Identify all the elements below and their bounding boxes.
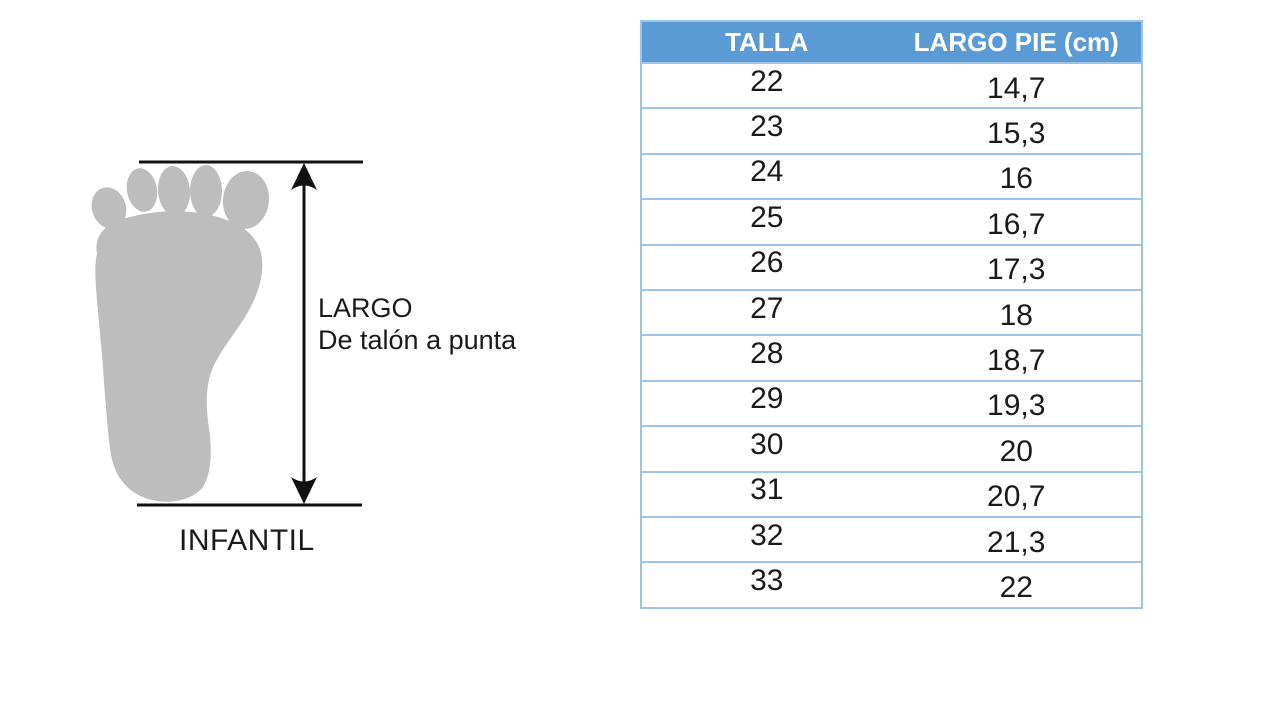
talla-value: 29 xyxy=(750,382,784,416)
talla-value: 31 xyxy=(750,473,784,507)
talla-value: 24 xyxy=(750,155,784,189)
header-largo-pie: LARGO PIE (cm) xyxy=(913,26,1119,57)
measure-label-line2: De talón a punta xyxy=(318,325,517,355)
talla-value: 28 xyxy=(750,337,784,371)
largo-pie-value: 21,3 xyxy=(987,525,1046,559)
talla-value: 23 xyxy=(750,110,784,144)
table-row xyxy=(642,289,1141,334)
table-row xyxy=(642,153,1141,198)
foot-silhouette-icon xyxy=(86,165,272,502)
talla-value: 22 xyxy=(750,64,784,98)
largo-pie-value: 14,7 xyxy=(987,71,1046,105)
table-row xyxy=(642,107,1141,152)
table-row xyxy=(642,425,1141,470)
size-table xyxy=(640,20,1143,609)
table-row xyxy=(642,198,1141,243)
talla-value: 27 xyxy=(750,291,784,325)
largo-pie-value: 16,7 xyxy=(987,207,1046,241)
length-arrow-icon xyxy=(291,163,317,504)
talla-value: 33 xyxy=(750,563,784,597)
talla-value: 32 xyxy=(750,518,784,552)
largo-pie-value: 20 xyxy=(999,434,1033,468)
largo-pie-value: 20,7 xyxy=(987,480,1046,514)
talla-value: 30 xyxy=(750,427,784,461)
middle-toe-icon xyxy=(156,165,192,218)
largo-pie-value: 19,3 xyxy=(987,389,1046,423)
table-row xyxy=(642,244,1141,289)
measure-label-line1: LARGO xyxy=(318,293,413,323)
largo-pie-value: 17,3 xyxy=(987,253,1046,287)
table-row xyxy=(642,334,1141,379)
category-label: INFANTIL xyxy=(179,524,315,557)
table-row xyxy=(642,516,1141,561)
foot-sole-shape xyxy=(95,211,262,501)
talla-value: 25 xyxy=(750,200,784,234)
largo-pie-value: 22 xyxy=(999,570,1033,604)
table-row xyxy=(642,380,1141,425)
largo-pie-value: 18 xyxy=(999,298,1033,332)
largo-pie-value: 15,3 xyxy=(987,117,1046,151)
table-row xyxy=(642,471,1141,516)
table-row xyxy=(642,62,1141,107)
size-table-body xyxy=(642,62,1141,607)
header-talla: TALLA xyxy=(725,26,809,57)
table-row xyxy=(642,561,1141,606)
largo-pie-value: 18,7 xyxy=(987,344,1046,378)
fourth-toe-icon xyxy=(123,166,160,215)
largo-pie-value: 16 xyxy=(999,162,1033,196)
size-table-header xyxy=(642,22,1141,62)
talla-value: 26 xyxy=(750,246,784,280)
second-toe-icon xyxy=(190,165,222,217)
